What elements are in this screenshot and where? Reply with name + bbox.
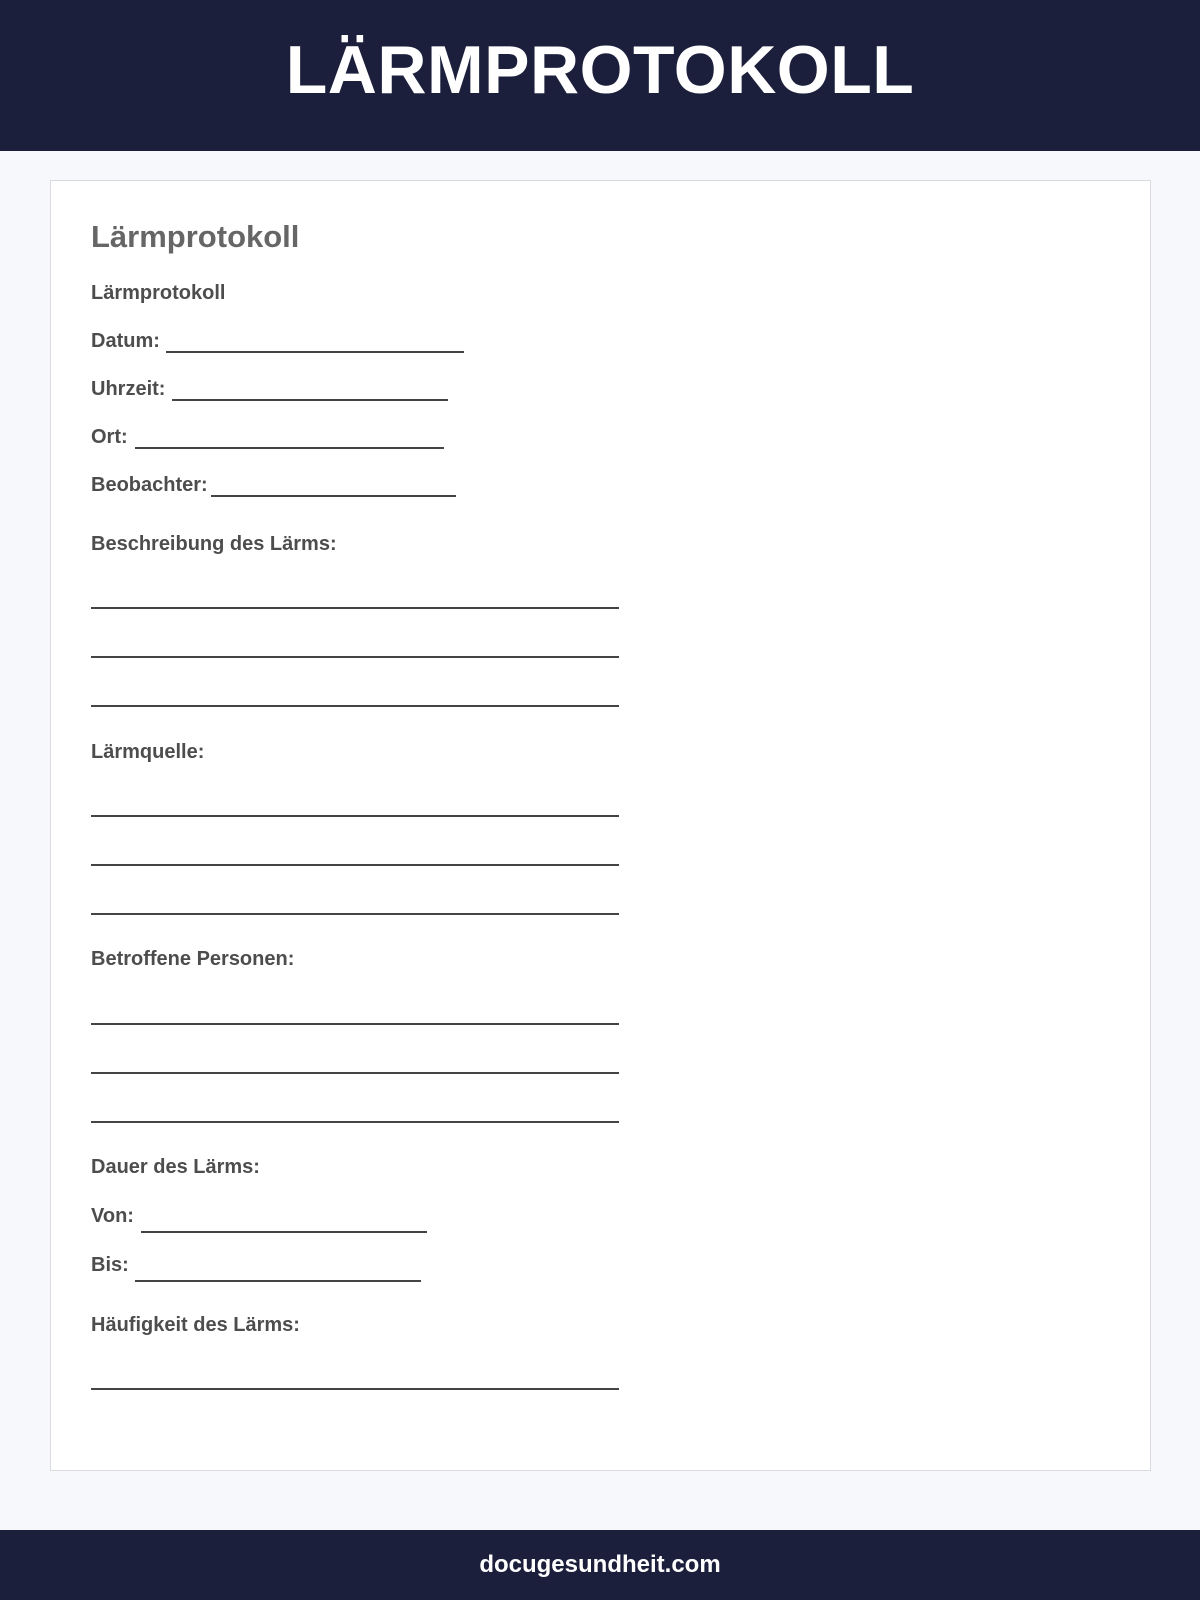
header-title: LÄRMPROTOKOLL bbox=[285, 31, 915, 108]
von-field[interactable] bbox=[141, 1231, 427, 1233]
quelle-line-3[interactable] bbox=[91, 913, 619, 915]
bis-label: Bis: bbox=[91, 1254, 129, 1276]
datum-field[interactable] bbox=[166, 351, 464, 353]
beschreibung-line-3[interactable] bbox=[91, 705, 619, 707]
ort-field[interactable] bbox=[135, 447, 444, 449]
form-subtitle: Lärmprotokoll bbox=[91, 282, 226, 304]
page-header bbox=[0, 0, 1200, 151]
page-footer bbox=[0, 1530, 1200, 1600]
beobachter-label: Beobachter: bbox=[91, 474, 208, 496]
form-card bbox=[50, 180, 1151, 1471]
quelle-line-2[interactable] bbox=[91, 864, 619, 866]
uhrzeit-label: Uhrzeit: bbox=[91, 378, 166, 400]
personen-line-2[interactable] bbox=[91, 1072, 619, 1074]
ort-label: Ort: bbox=[91, 426, 128, 448]
quelle-line-1[interactable] bbox=[91, 815, 619, 817]
dauer-label: Dauer des Lärms: bbox=[91, 1156, 260, 1178]
von-label: Von: bbox=[91, 1205, 134, 1227]
footer-site: docugesundheit.com bbox=[479, 1551, 721, 1578]
quelle-label: Lärmquelle: bbox=[91, 741, 205, 763]
beschreibung-line-1[interactable] bbox=[91, 607, 619, 609]
haeufigkeit-line-1[interactable] bbox=[91, 1388, 619, 1390]
personen-line-1[interactable] bbox=[91, 1023, 619, 1025]
haeufigkeit-label: Häufigkeit des Lärms: bbox=[91, 1314, 300, 1336]
beschreibung-label: Beschreibung des Lärms: bbox=[91, 533, 337, 555]
datum-label: Datum: bbox=[91, 330, 160, 352]
personen-label: Betroffene Personen: bbox=[91, 948, 295, 970]
uhrzeit-field[interactable] bbox=[172, 399, 448, 401]
beobachter-field[interactable] bbox=[211, 495, 456, 497]
form-title: Lärmprotokoll bbox=[91, 219, 300, 254]
beschreibung-line-2[interactable] bbox=[91, 656, 619, 658]
bis-field[interactable] bbox=[135, 1280, 421, 1282]
personen-line-3[interactable] bbox=[91, 1121, 619, 1123]
